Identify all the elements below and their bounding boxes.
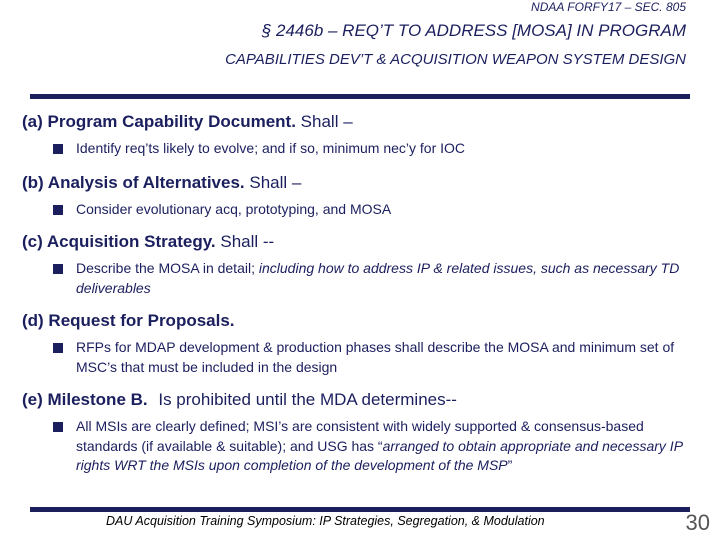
section-d-title: (d) Request for Proposals. — [22, 311, 235, 330]
section-a-title: (a) Program Capability Document. — [22, 112, 296, 131]
section-e-bullet-end: ” — [507, 457, 513, 473]
section-c-bullet — [76, 259, 701, 298]
slide-title-line-1: § 2446b – REQ’T TO ADDRESS [MOSA] IN PROGRAM — [261, 21, 686, 40]
bullet-icon — [53, 264, 63, 274]
section-d-bullet: RFPs for MDAP development & production phases shall describe the MOSA and minimum set of MSC’s that must be included in the design — [76, 339, 675, 375]
slide-source-label: NDAA FORFY17 – SEC. 805 — [531, 0, 686, 14]
footer-text: DAU Acquisition Training Symposium: IP Strategies, Segregation, & Modulation — [106, 514, 545, 528]
bullet-icon — [53, 422, 63, 432]
section-a-bullet: Identify req’ts likely to evolve; and if so, minimum nec’y for IOC — [76, 140, 466, 156]
section-a-suffix: Shall – — [300, 112, 353, 131]
bottom-divider — [30, 507, 690, 512]
slide-title-line-2: CAPABILITIES DEV’T & ACQUISITION WEAPON SYSTEM DESIGN — [225, 51, 686, 68]
section-e-bullet-italic: arranged to obtain appropriate and necessary IP rights WRT the MSIs upon completion of the development of the MSP — [76, 437, 683, 473]
section-c-bullet-text: Describe the MOSA in detail; — [76, 260, 255, 276]
section-a-heading — [22, 112, 353, 132]
bullet-icon — [53, 144, 63, 154]
section-d-heading — [22, 311, 235, 331]
section-e-bullet-text: All MSIs are clearly defined; MSI’s are consistent with widely supported & consensus-based standards (if available & suitable); and USG has “ — [76, 418, 644, 454]
section-e-suffix: Is prohibited until the MDA determines-- — [158, 390, 457, 409]
section-b-suffix: Shall – — [249, 173, 302, 192]
section-b-heading — [22, 173, 301, 193]
top-divider — [30, 94, 690, 99]
page-number: 30 — [685, 510, 710, 535]
section-c-bullet-italic: including how to address IP & related issues, such as necessary TD deliverables — [76, 260, 680, 296]
section-e-bullet — [76, 417, 701, 476]
section-c-title: (c) Acquisition Strategy. — [22, 232, 216, 251]
section-c-heading — [22, 232, 274, 252]
section-e-title: (e) Milestone B. — [22, 390, 148, 409]
section-b-title: (b) Analysis of Alternatives. — [22, 173, 245, 192]
section-c-suffix: Shall -- — [220, 232, 275, 251]
section-e-heading — [22, 390, 457, 410]
section-b-bullet: Consider evolutionary acq, prototyping, and MOSA — [76, 201, 392, 217]
bullet-icon — [53, 343, 63, 353]
bullet-icon — [53, 205, 63, 215]
